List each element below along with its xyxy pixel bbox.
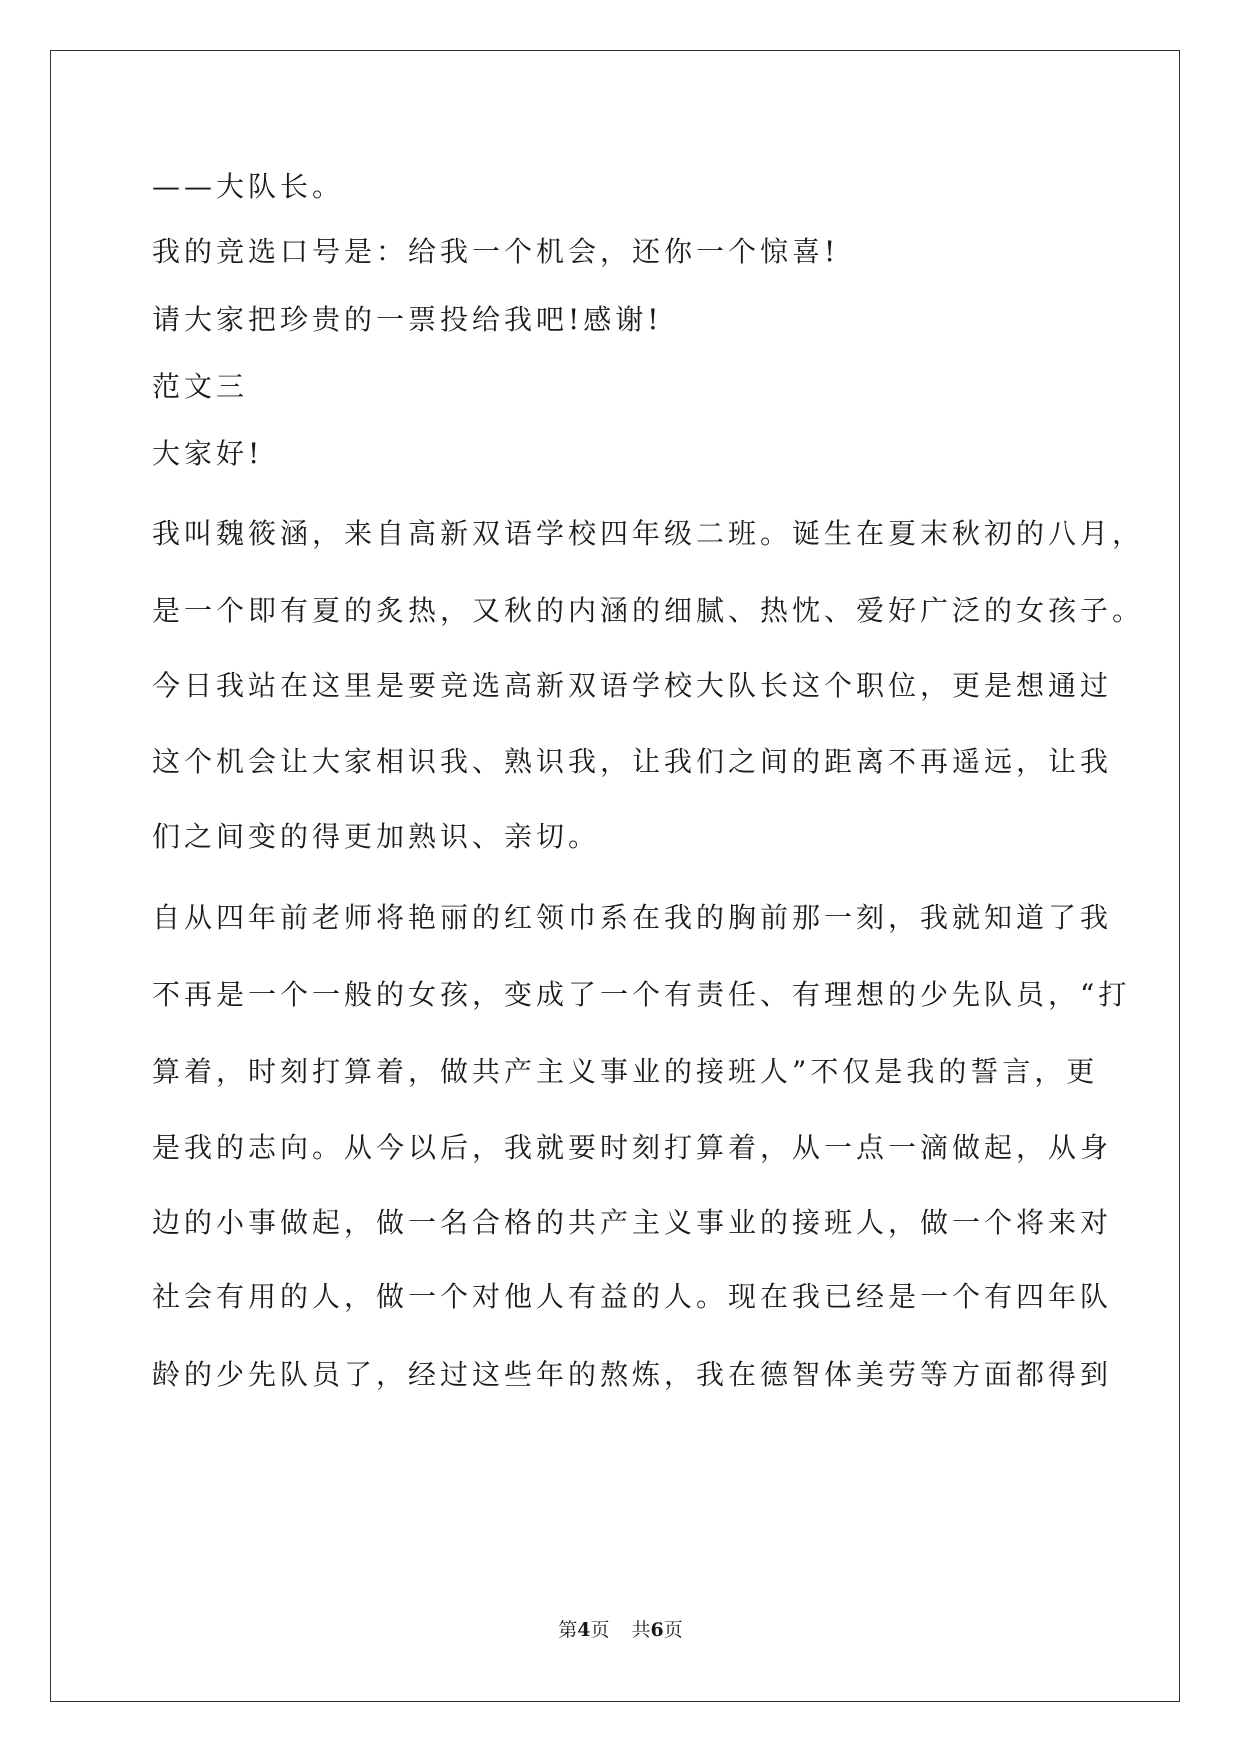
text-line: 我叫魏筱涵，来自高新双语学校四年级二班。诞生在夏末秋初的八月，	[152, 517, 1145, 550]
current-page-number: 4	[577, 1619, 591, 1641]
page-prefix: 第	[558, 1619, 578, 1641]
page-border	[50, 50, 1180, 1702]
text-line: 这个机会让大家相识我、熟识我，让我们之间的距离不再遥远，让我	[152, 745, 1113, 778]
text-line: 请大家把珍贵的一票投给我吧!感谢!	[152, 303, 663, 336]
text-line: ——大队长。	[152, 170, 345, 203]
section-heading: 范文三	[152, 370, 249, 403]
text-line: 大家好!	[152, 437, 264, 470]
page-suffix: 页	[590, 1619, 610, 1641]
text-line: 龄的少先队员了，经过这些年的熬炼，我在德智体美劳等方面都得到	[152, 1358, 1113, 1391]
total-page-number: 6	[650, 1619, 664, 1641]
text-line: 是一个即有夏的炙热，又秋的内涵的细腻、热忱、爱好广泛的女孩子。	[152, 594, 1145, 627]
text-line: 社会有用的人，做一个对他人有益的人。现在我已经是一个有四年队	[152, 1280, 1113, 1313]
text-line: 边的小事做起，做一名合格的共产主义事业的接班人，做一个将来对	[152, 1206, 1113, 1239]
page-footer	[0, 1618, 1241, 1642]
total-prefix: 共	[631, 1619, 651, 1641]
total-suffix: 页	[663, 1619, 683, 1641]
text-line: 不再是一个一般的女孩，变成了一个有责任、有理想的少先队员，“打	[152, 978, 1131, 1011]
text-line: 们之间变的得更加熟识、亲切。	[152, 820, 601, 853]
text-line: 自从四年前老师将艳丽的红领巾系在我的胸前那一刻，我就知道了我	[152, 901, 1113, 934]
text-line: 是我的志向。从今以后，我就要时刻打算着，从一点一滴做起，从身	[152, 1131, 1113, 1164]
text-line: 我的竞选口号是：给我一个机会，还你一个惊喜!	[152, 235, 840, 268]
text-line: 算着，时刻打算着，做共产主义事业的接班人”不仅是我的誓言，更	[152, 1055, 1099, 1088]
text-line: 今日我站在这里是要竞选高新双语学校大队长这个职位，更是想通过	[152, 669, 1113, 702]
